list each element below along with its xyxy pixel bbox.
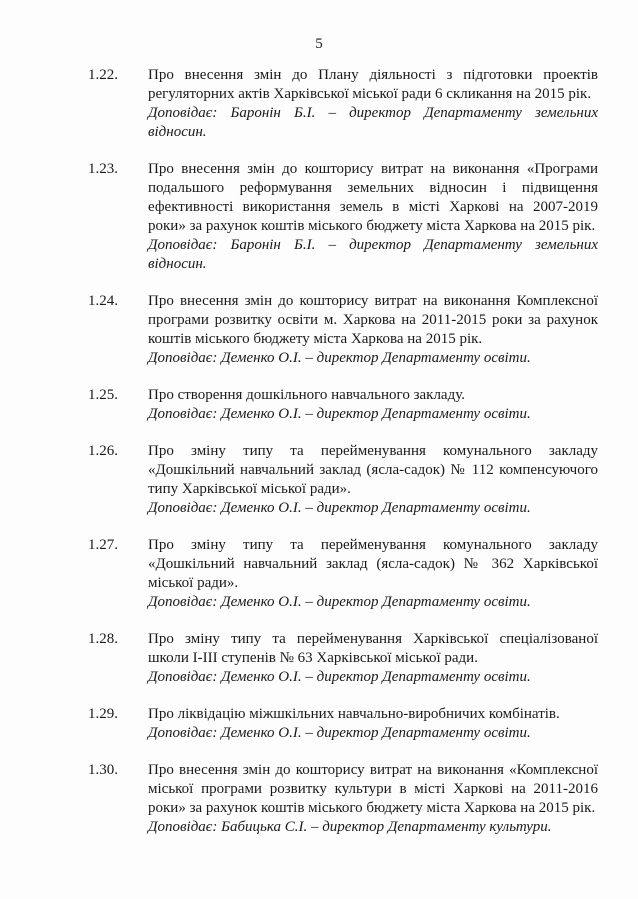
item-number: 1.28. [88, 631, 118, 647]
item-body [148, 292, 598, 368]
item-body [148, 442, 598, 518]
item-body [148, 66, 598, 142]
item-speaker: Доповідає: Баронін Б.І. – директор Департаменту земельних відносин. [148, 105, 598, 140]
item-number: 1.29. [88, 706, 118, 722]
item-number: 1.23. [88, 161, 118, 177]
item-title: Про зміну типу та перейменування Харківської спеціалізованої школи І-ІІІ ступенів № 63 Харківської міської ради. [148, 631, 598, 666]
item-body [148, 386, 598, 424]
item-body [148, 705, 598, 743]
item-speaker: Доповідає: Деменко О.І. – директор Департаменту освіти. [148, 406, 531, 422]
item-body [148, 160, 598, 274]
item-number: 1.22. [88, 67, 118, 83]
item-body [148, 761, 598, 837]
agenda-item [0, 705, 638, 743]
item-speaker: Доповідає: Деменко О.І. – директор Департаменту освіти. [148, 669, 531, 685]
agenda-item [0, 536, 638, 612]
agenda-item [0, 160, 638, 274]
item-speaker: Доповідає: Бабицька С.І. – директор Департаменту культури. [148, 819, 552, 835]
item-speaker: Доповідає: Деменко О.І. – директор Департаменту освіти. [148, 350, 531, 366]
item-number: 1.25. [88, 387, 118, 403]
item-speaker: Доповідає: Баронін Б.І. – директор Департаменту земельних відносин. [148, 237, 598, 272]
item-title: Про зміну типу та перейменування комунального закладу «Дошкільний навчальний заклад (ясла-садок) № 362 Харківської міської ради». [148, 537, 598, 591]
item-number: 1.27. [88, 537, 118, 553]
item-number: 1.26. [88, 443, 118, 459]
agenda-item [0, 292, 638, 368]
item-title: Про внесення змін до кошторису витрат на виконання «Комплексної міської програми розвитку культури в місті Харкові на 2011-2016 роки» за рахунок коштів міського бюджету міста Харкова на 2015 рік. [148, 762, 598, 816]
agenda-item [0, 66, 638, 142]
item-title: Про внесення змін до Плану діяльності з підготовки проектів регуляторних актів Харківської міської ради 6 скликання на 2015 рік. [148, 67, 598, 102]
item-body [148, 536, 598, 612]
item-title: Про ліквідацію міжшкільних навчально-виробничих комбінатів. [148, 706, 560, 722]
item-title: Про створення дошкільного навчального закладу. [148, 387, 465, 403]
item-speaker: Доповідає: Деменко О.І. – директор Департаменту освіти. [148, 594, 531, 610]
agenda-item [0, 386, 638, 424]
item-number: 1.24. [88, 293, 118, 309]
item-title: Про зміну типу та перейменування комунального закладу «Дошкільний навчальний заклад (ясла-садок) № 112 компенсуючого типу Харківської міської ради». [148, 443, 598, 497]
item-body [148, 630, 598, 687]
agenda-item [0, 761, 638, 837]
item-title: Про внесення змін до кошторису витрат на виконання «Програми подальшого реформування земельних відносин і підвищення ефективності використання земель в місті Харкові на 2007-2019 роки» за рахунок коштів міського бюджету міста Харкова на 2015 рік. [148, 161, 598, 234]
item-speaker: Доповідає: Деменко О.І. – директор Департаменту освіти. [148, 725, 531, 741]
agenda-item [0, 442, 638, 518]
item-number: 1.30. [88, 762, 118, 778]
agenda-item [0, 630, 638, 687]
page-number: 5 [315, 36, 323, 52]
item-speaker: Доповідає: Деменко О.І. – директор Департаменту освіти. [148, 500, 531, 516]
item-title: Про внесення змін до кошторису витрат на виконання Комплексної програми розвитку освіти м. Харкова на 2011-2015 роки за рахунок коштів міського бюджету міста Харкова на 2015 рік. [148, 293, 598, 347]
agenda-list [0, 66, 638, 855]
